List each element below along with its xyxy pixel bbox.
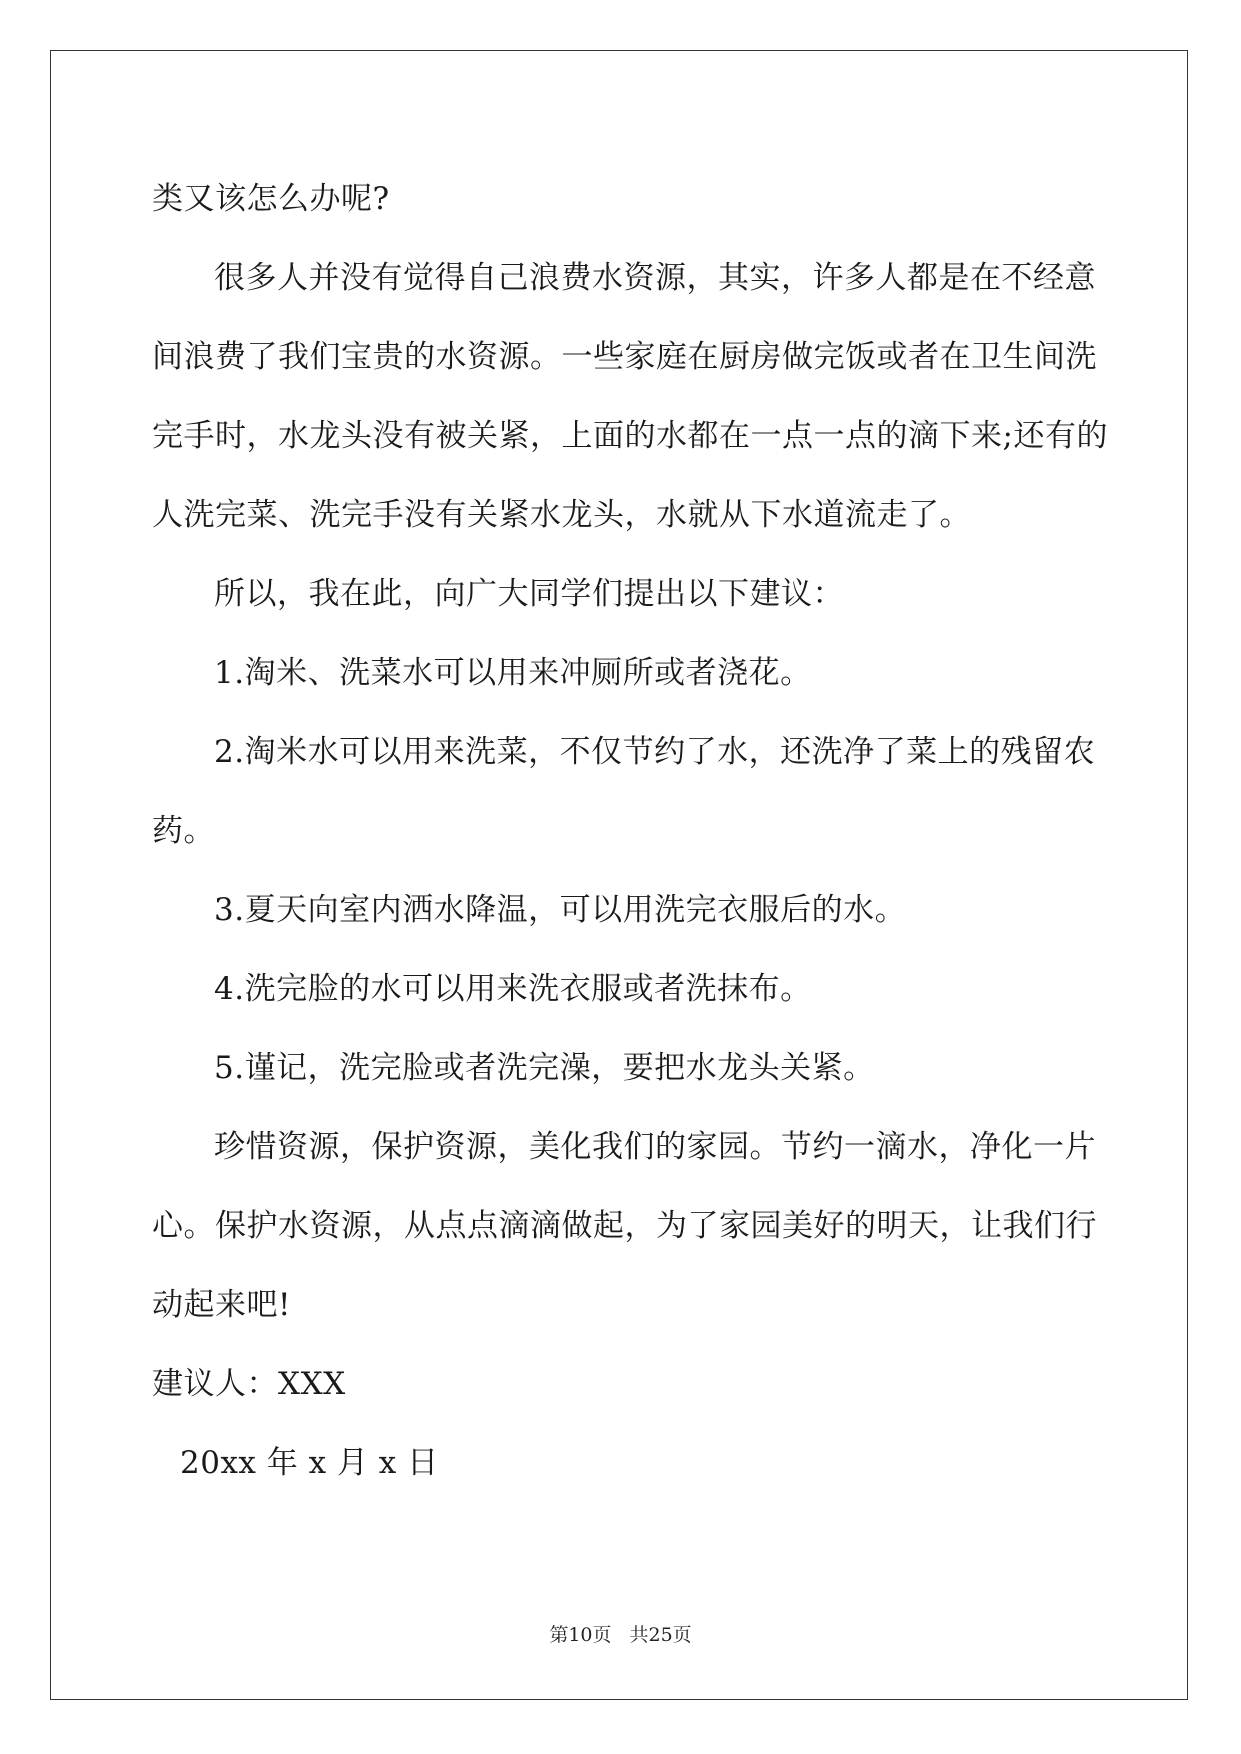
date-line: 20xx 年 x 月 x 日 [180,1445,439,1481]
suggestion-item-2: 2.淘米水可以用来洗菜，不仅节约了水，还洗净了菜上的残留农 [214,734,1096,770]
page-total: 共25页 [629,1624,692,1646]
body-line-3: 间浪费了我们宝贵的水资源。一些家庭在厨房做完饭或者在卫生间洗 [152,339,1097,375]
suggestion-item-1: 1.淘米、洗菜水可以用来冲厕所或者浇花。 [214,655,812,691]
page-footer [0,1620,1241,1647]
document-body [152,160,1108,1503]
signature-line: 建议人：XXX [152,1366,346,1402]
suggestion-item-3: 3.夏天向室内洒水降温，可以用洗完衣服后的水。 [214,892,907,928]
paragraph-waste-start: 很多人并没有觉得自己浪费水资源，其实，许多人都是在不经意 [214,260,1096,296]
suggestion-item-2-cont: 药。 [152,813,215,849]
body-line-4: 完手时，水龙头没有被关紧，上面的水都在一点一点的滴下来;还有的 [152,418,1108,454]
body-line-1: 类又该怎么办呢? [152,181,390,217]
page-number: 第10页 [549,1624,612,1646]
body-line-14: 心。保护水资源，从点点滴滴做起，为了家园美好的明天，让我们行 [152,1208,1097,1244]
paragraph-proposal-intro: 所以，我在此，向广大同学们提出以下建议： [214,576,844,612]
suggestion-item-4: 4.洗完脸的水可以用来洗衣服或者洗抹布。 [214,971,812,1007]
body-line-5: 人洗完菜、洗完手没有关紧水龙头，水就从下水道流走了。 [152,497,971,533]
body-line-15: 动起来吧! [152,1287,291,1323]
suggestion-item-5: 5.谨记，洗完脸或者洗完澡，要把水龙头关紧。 [214,1050,875,1086]
paragraph-closing-start: 珍惜资源，保护资源，美化我们的家园。节约一滴水，净化一片 [214,1129,1096,1165]
